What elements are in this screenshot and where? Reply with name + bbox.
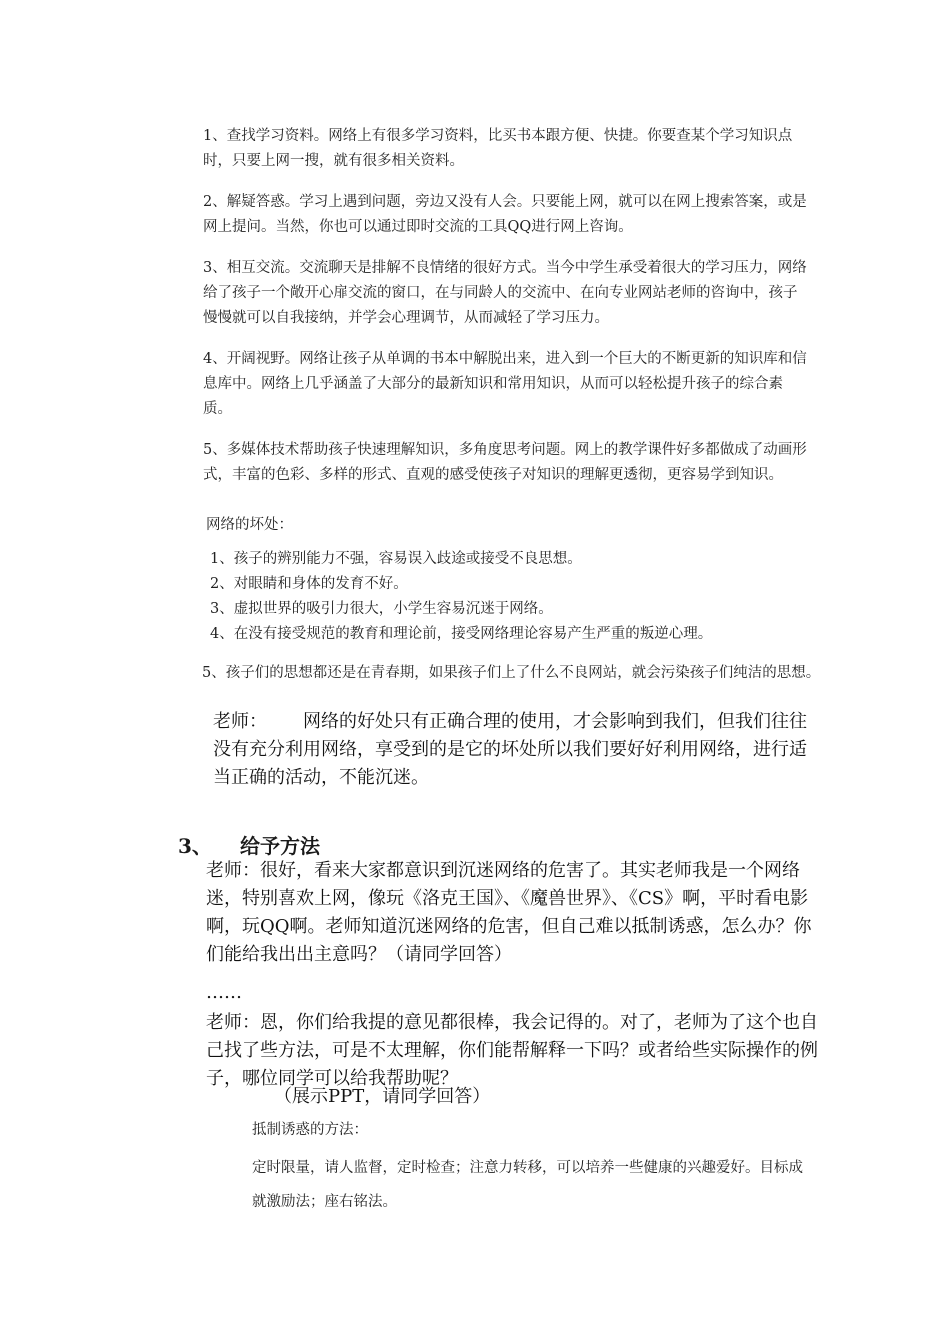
- harm-item-4: 4、在没有接受规范的教育和理论前，接受网络理论容易产生严重的叛逆心理。: [210, 626, 713, 642]
- harm-item-5: 5、孩子们的思想都还是在青春期，如果孩子们上了什么不良网站，就会污染孩子们纯洁的思想。: [202, 665, 821, 681]
- harm-item-2: 2、对眼睛和身体的发育不好。: [210, 576, 408, 592]
- benefit-item-5: 5、多媒体技术帮助孩子快速理解知识，多角度思考问题。网上的教学课件好多都做成了动画形式，丰富的色彩、多样的形式、直观的感受使孩子对知识的理解更透彻，更容易学到知识。: [203, 442, 807, 483]
- harm-item-3: 3、虚拟世界的吸引力很大，小学生容易沉迷于网络。: [210, 601, 553, 617]
- section-heading: [178, 832, 320, 860]
- benefit-item-2: 2、解疑答惑。学习上遇到问题，旁边又没有人会。只要能上网，就可以在网上搜索答案，或是网上提问。当然，你也可以通过即时交流的工具QQ进行网上咨询。: [203, 194, 807, 235]
- benefits-list: [203, 124, 810, 488]
- benefit-item-1: 1、查找学习资料。网络上有很多学习资料，比买书本跟方便、快捷。你要查某个学习知识点时，只要上网一搜，就有很多相关资料。: [203, 128, 793, 169]
- teacher-summary-label: 老师：: [213, 711, 267, 732]
- methods-title: 抵制诱惑的方法：: [252, 1122, 368, 1138]
- teacher-summary-text: 网络的好处只有正确合理的使用，才会影响到我们，但我们往往没有充分利用网络，享受到的是它的坏处所以我们要好好利用网络，进行适当正确的活动，不能沉迷。: [213, 711, 807, 788]
- section-title: 给予方法: [240, 834, 320, 858]
- teacher-dialogue-1: 老师：很好，看来大家都意识到沉迷网络的危害了。其实老师我是一个网络迷，特别喜欢上网，像玩《洛克王国》、《魔兽世界》、《CS》啊，平时看电影啊，玩QQ啊。老师知道沉迷网络的危害，但自己难以抵制诱惑，怎么办？你们能给我出出主意吗？（请同学回答）: [206, 860, 812, 965]
- benefit-item-4: 4、开阔视野。网络让孩子从单调的书本中解脱出来，进入到一个巨大的不断更新的知识库和信息库中。网络上几乎涵盖了大部分的最新知识和常用知识，从而可以轻松提升孩子的综合素质。: [203, 351, 807, 417]
- harm-item-1: 1、孩子的辨别能力不强，容易误入歧途或接受不良思想。: [210, 551, 582, 567]
- benefit-item-3: 3、相互交流。交流聊天是排解不良情绪的很好方式。当今中学生承受着很大的学习压力，网络给了孩子一个敞开心扉交流的窗口，在与同龄人的交流中、在向专业网站老师的咨询中，孩子慢慢就可以自我接纳，并学会心理调节，从而减轻了学习压力。: [203, 260, 807, 326]
- ppt-note: （展示PPT，请同学回答）: [274, 1086, 491, 1107]
- harms-list: [210, 547, 810, 647]
- harms-title: 网络的坏处：: [206, 517, 293, 533]
- section-number: 3、: [178, 834, 212, 858]
- ellipsis: ……: [206, 982, 242, 1003]
- methods-text: 定时限量，请人监督，定时检查；注意力转移，可以培养一些健康的兴趣爱好。目标成就激励法；座右铭法。: [252, 1160, 803, 1210]
- teacher-dialogue-2: 老师：恩，你们给我提的意见都很棒，我会记得的。对了，老师为了这个也自己找了些方法，可是不太理解，你们能帮解释一下吗？或者给些实际操作的例子，哪位同学可以给我帮助呢？: [206, 1012, 818, 1089]
- teacher-summary: [213, 708, 813, 792]
